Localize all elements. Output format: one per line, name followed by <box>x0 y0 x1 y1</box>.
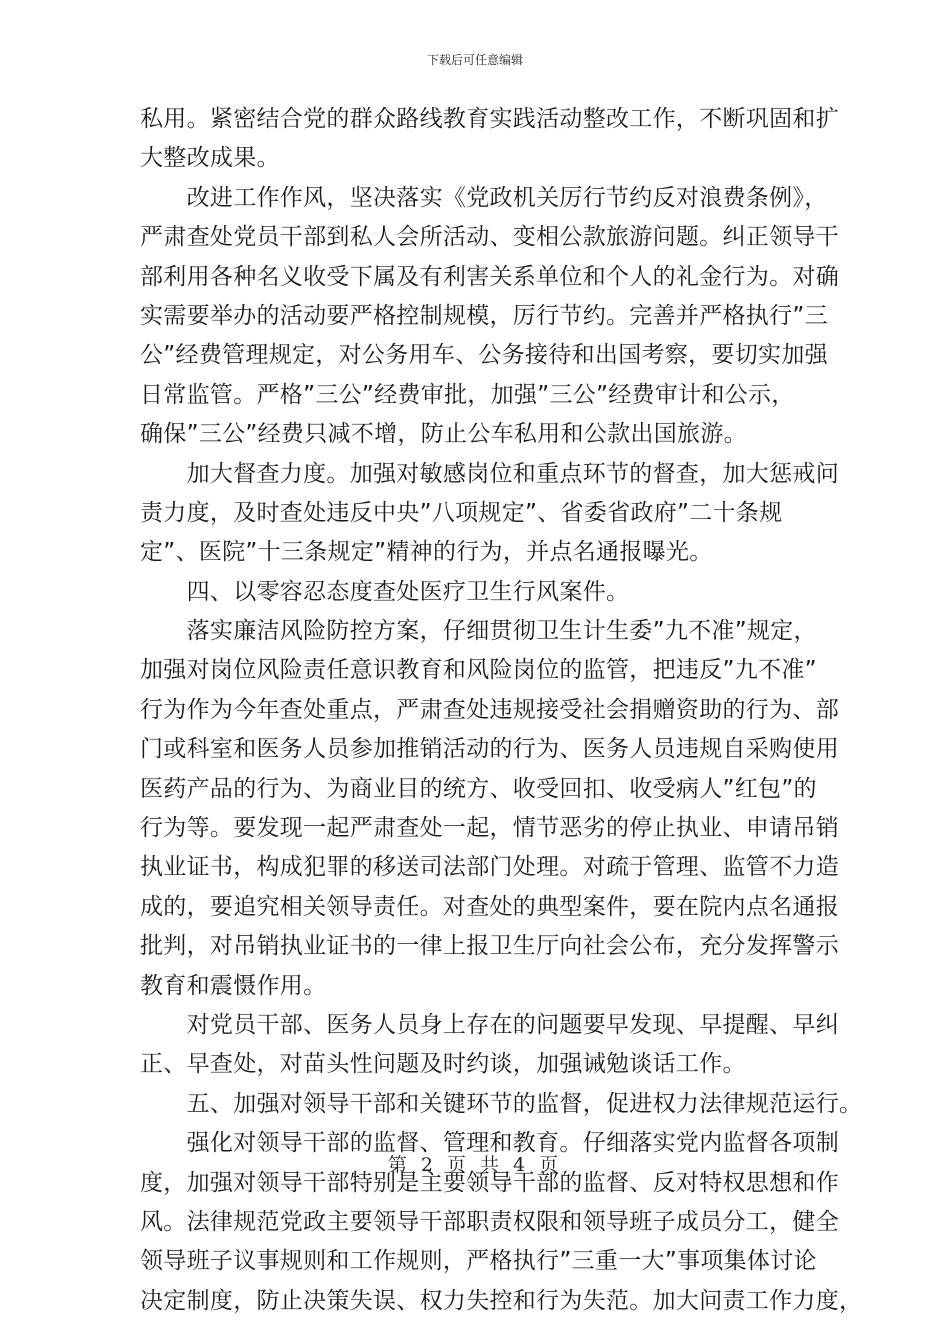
body-text-line: 确保”三公”经费只减不增，防止公车私用和公款出国旅游。 <box>140 421 747 448</box>
body-text-line: 度，加强对领导干部特别是主要领导干部的监督、反对特权思想和作 <box>140 1169 839 1196</box>
body-text-line: 行为等。要发现一起严肃查处一起，情节恶劣的停止执业、申请吊销 <box>140 815 839 842</box>
body-text-line: 严肃查处党员干部到私人会所活动、变相公款旅游问题。纠正领导干 <box>140 224 839 251</box>
body-text-line: 私用。紧密结合党的群众路线教育实践活动整改工作，不断巩固和扩 <box>140 106 839 132</box>
body-text-line: 定”、医院”十三条规定”精神的行为，并点名通报曝光。 <box>140 539 713 566</box>
body-text-line: 公”经费管理规定，对公务用车、公务接待和出国考察，要切实加强 <box>140 342 828 369</box>
page-header: 下载后可任意编辑 <box>426 53 523 67</box>
body-text-line: 行为作为今年查处重点，严肃查处违规接受社会捐赠资助的行为、部 <box>140 696 839 723</box>
body-text-line: 改进工作作风，坚决落实《党政机关厉行节约反对浪费条例》， <box>140 184 828 211</box>
body-text-line: 四、以零容忍态度查处医疗卫生行风案件。 <box>140 578 630 605</box>
body-text-line: 正、早查处，对苗头性问题及时约谈，加强诫勉谈话工作。 <box>140 1051 746 1078</box>
body-text-line: 实需要举办的活动要严格控制规模，厉行节约。完善并严格执行”三 <box>140 302 828 329</box>
body-text-line: 教育和震慑作用。 <box>140 972 327 999</box>
body-text-line: 医药产品的行为、为商业目的统方、收受回扣、收受病人”红包”的 <box>140 775 817 802</box>
body-text-line: 风。法律规范党政主要领导干部职责权限和领导班子成员分工，健全 <box>140 1208 839 1235</box>
page-number: 第 2 页 共 4 页 <box>387 1154 563 1176</box>
body-text-line: 门或科室和医务人员参加推销活动的行为、医务人员违规自采购使用 <box>140 736 839 763</box>
body-text-line: 执业证书，构成犯罪的移送司法部门处理。对疏于管理、监管不力造 <box>140 854 839 881</box>
body-text-line: 加大督查力度。加强对敏感岗位和重点环节的督查，加大惩戒问 <box>140 460 839 487</box>
body-text-line: 日常监管。严格”三公”经费审批，加强”三公”经费审计和公示， <box>140 381 795 408</box>
body-text-line: 五、加强对领导干部和关键环节的监督，促进权力法律规范运行。 <box>140 1090 863 1117</box>
body-text-line: 领导班子议事规则和工作规则，严格执行”三重一大”事项集体讨论 <box>140 1248 817 1275</box>
body-text-line: 加强对岗位风险责任意识教育和风险岗位的监管，把违反”九不准” <box>140 657 817 684</box>
body-text-line: 部利用各种名义收受下属及有利害关系单位和个人的礼金行为。对确 <box>140 263 839 290</box>
body-text-line: 对党员干部、医务人员身上存在的问题要早发现、早提醒、早纠 <box>140 1011 839 1038</box>
body-text-line: 责力度，及时查处违反中央”八项规定”、省委省政府”二十条规 <box>140 499 783 526</box>
body-text-line: 落实廉洁风险防控方案，仔细贯彻卫生计生委”九不准”规定， <box>140 618 817 645</box>
body-text-line: 批判，对吊销执业证书的一律上报卫生厅向社会公布，充分发挥警示 <box>140 933 839 960</box>
body-text-line: 强化对领导干部的监督、管理和教育。仔细落实党内监督各项制 <box>140 1130 839 1157</box>
body-text-line: 决定制度，防止决策失误、权力失控和行为失范。加大问责工作力度， <box>140 1287 863 1314</box>
body-text-line: 成的，要追究相关领导责任。对查处的典型案件，要在院内点名通报 <box>140 893 839 920</box>
document-body <box>140 100 863 1321</box>
body-text-line: 大整改成果。 <box>140 145 280 172</box>
